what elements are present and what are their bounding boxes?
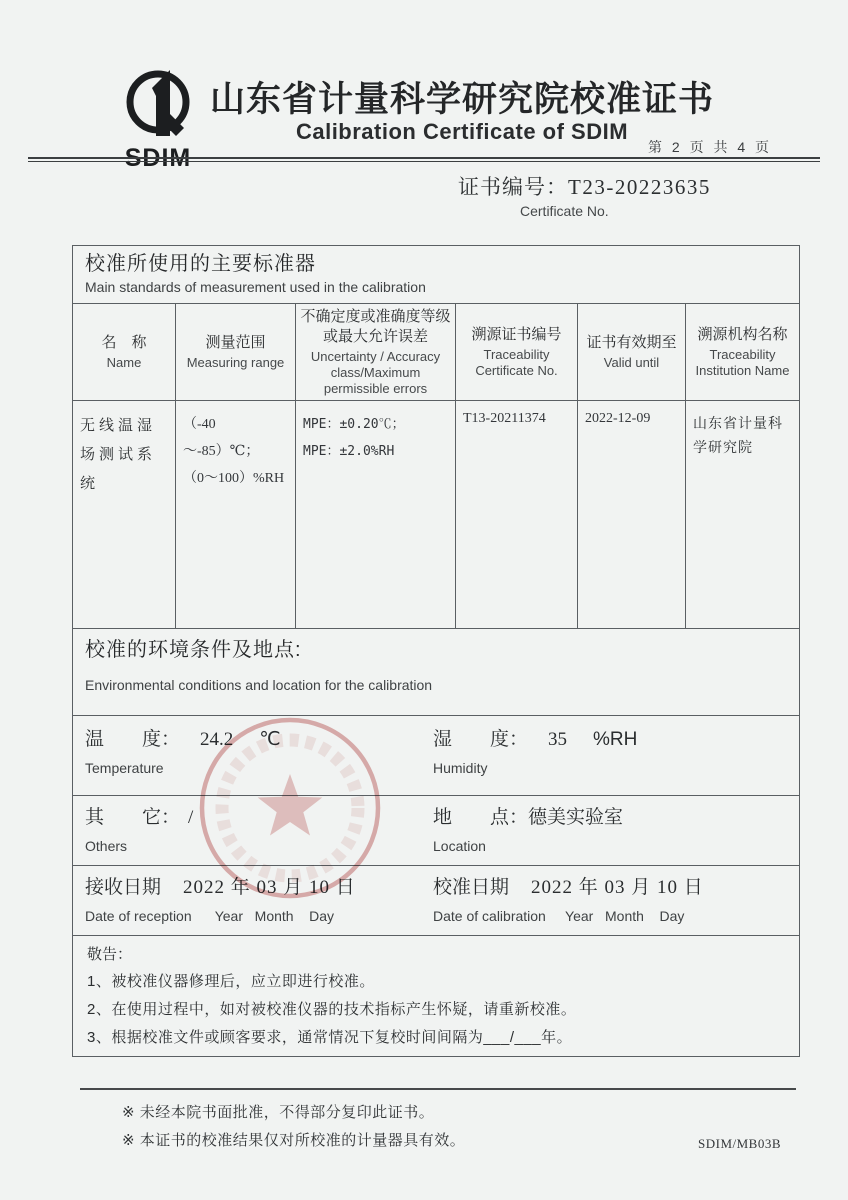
- temperature-label: 温 度：: [85, 729, 181, 750]
- column-header-uncertainty: 不确定度或准确度等级或最大允许误差 Uncertainty / Accuracy class/Maximum permissible errors: [296, 304, 456, 400]
- certificate-number-label: 证书编号：: [458, 176, 568, 199]
- column-header-traceability-no: 溯源证书编号 Traceability Certificate No.: [456, 304, 578, 400]
- others-value: /: [188, 807, 194, 828]
- humidity-unit: %RH: [593, 729, 638, 750]
- temperature-unit: ℃: [259, 729, 281, 750]
- footer-divider: [80, 1088, 796, 1090]
- cell-traceability-no: T13-20211374: [456, 401, 578, 628]
- calibration-date-value: 2022 年 03 月 10 日: [531, 877, 704, 898]
- form-code: SDIM/MB03B: [698, 1136, 782, 1151]
- environment-title-en: Environmental conditions and location for the calibration: [85, 677, 433, 693]
- notices-title: 敬告：: [87, 946, 133, 963]
- cell-measuring-range: （-40～-85）℃； （0～100）%RH: [176, 401, 296, 628]
- humidity-field: [421, 716, 799, 795]
- location-field: [421, 796, 799, 865]
- notice-item-3: 3、根据校准文件或顾客要求，通常情况下复校时间间隔为___/___年。: [87, 1029, 573, 1046]
- standards-table-row: [73, 401, 799, 629]
- reception-date-label-en: Date of reception Year Month Day: [85, 908, 335, 924]
- calibration-date-label: 校准日期: [433, 877, 510, 898]
- calibration-date-field: [421, 866, 799, 935]
- page-number: 第 2 页 共 4 页: [648, 139, 773, 155]
- location-label-en: Location: [433, 838, 486, 854]
- humidity-label-en: Humidity: [433, 760, 488, 776]
- notices-section: [73, 936, 799, 1056]
- location-value: 德美实验室: [528, 807, 624, 828]
- standards-column-headers: [73, 304, 799, 401]
- column-header-measuring-range: 测量范围 Measuring range: [176, 304, 296, 400]
- cell-valid-until: 2022-12-09: [578, 401, 686, 628]
- footnote-1: ※ 未经本院书面批准，不得部分复印此证书。: [122, 1104, 435, 1121]
- certificate-table: [72, 245, 800, 1057]
- cell-institution: 山东省计量科学研究院: [693, 415, 783, 455]
- temperature-label-en: Temperature: [85, 760, 164, 776]
- environment-title-zh: 校准的环境条件及地点:: [85, 639, 302, 661]
- notice-item-1: 1、被校准仪器修理后，应立即进行校准。: [87, 973, 375, 990]
- reception-date-value: 2022 年 03 月 10 日: [183, 877, 356, 898]
- page-title-en: Calibration Certificate of SDIM: [295, 119, 629, 144]
- footnote-2: ※ 本证书的校准结果仅对所校准的计量器具有效。: [122, 1132, 466, 1149]
- header-divider: [28, 157, 820, 162]
- footnotes: [122, 1099, 465, 1155]
- environment-section-heading: [73, 629, 799, 716]
- location-label: 地 点：: [433, 807, 529, 828]
- temperature-value: 24.2: [200, 729, 234, 750]
- humidity-label: 湿 度：: [433, 729, 529, 750]
- temperature-field: [73, 716, 421, 795]
- temperature-humidity-row: [73, 716, 799, 796]
- column-header-valid-until: 证书有效期至 Valid until: [578, 304, 686, 400]
- cell-mpe: MPE：±0.20℃； MPE：±2.0%RH: [296, 401, 456, 628]
- humidity-value: 35: [548, 729, 568, 750]
- standards-section-heading: [73, 246, 799, 304]
- dates-row: [73, 866, 799, 936]
- certificate-number-value: T23-20223635: [568, 175, 711, 199]
- others-field: [73, 796, 421, 865]
- others-location-row: [73, 796, 799, 866]
- others-label-en: Others: [85, 838, 128, 854]
- logo-text: SDIM: [124, 144, 192, 172]
- certificate-number-label-en: Certificate No.: [520, 203, 609, 219]
- page-title-zh: 山东省计量科学研究院校准证书: [210, 80, 715, 119]
- sdim-logo-icon: [104, 64, 212, 148]
- reception-date-label: 接收日期: [85, 877, 162, 898]
- reception-date-field: [73, 866, 421, 935]
- column-header-institution: 溯源机构名称 Traceability Institution Name: [695, 326, 790, 378]
- standards-title-zh: 校准所使用的主要标准器: [85, 253, 316, 275]
- calibration-date-label-en: Date of calibration Year Month Day: [433, 908, 685, 924]
- standards-title-en: Main standards of measurement used in the calibration: [85, 279, 426, 295]
- column-header-name: 名 称 Name: [73, 304, 176, 400]
- certificate-number-line: [458, 171, 711, 201]
- others-label: 其 它：: [85, 807, 181, 828]
- cell-standard-name: 无线温湿场测试系统: [73, 401, 176, 628]
- notice-item-2: 2、在使用过程中，如对被校准仪器的技术指标产生怀疑，请重新校准。: [87, 1001, 577, 1018]
